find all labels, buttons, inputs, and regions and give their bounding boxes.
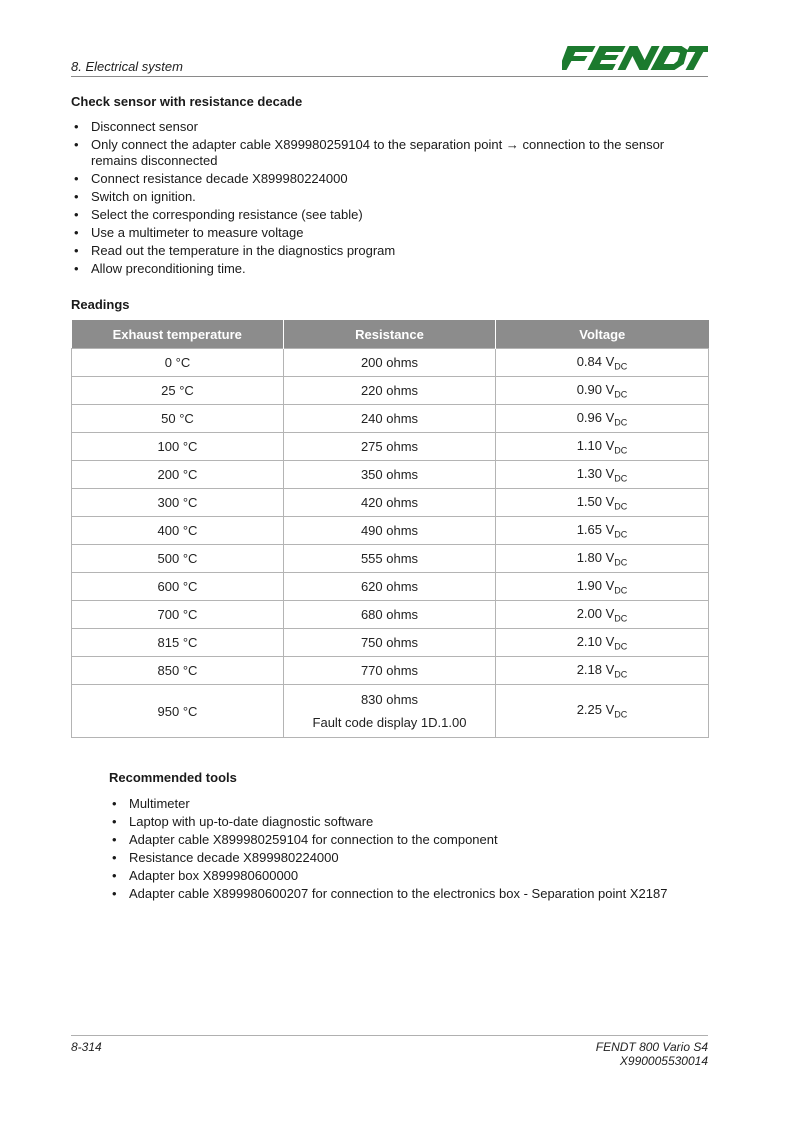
voltage-cell: [496, 657, 709, 685]
tool-text: Adapter cable X899980600207 for connection to the electronics box - Separation point X2187: [129, 886, 668, 901]
voltage-unit-subscript: DC: [614, 361, 628, 372]
voltage-value: 1.10: [576, 437, 602, 453]
bullet-icon: •: [74, 225, 79, 240]
table-header-row: [72, 320, 709, 349]
check-step-text: Read out the temperature in the diagnostics program: [91, 243, 396, 258]
voltage-unit-subscript: DC: [614, 709, 628, 720]
table-row: [72, 657, 709, 685]
bullet-icon: •: [112, 886, 117, 901]
readings-table: [71, 320, 709, 738]
check-sensor-heading: Check sensor with resistance decade: [71, 94, 303, 109]
tool-text: Adapter cable X899980259104 for connection to the component: [129, 832, 498, 847]
resistance-cell: [284, 657, 496, 685]
voltage-unit-subscript: DC: [614, 473, 628, 484]
check-steps-list: [72, 119, 702, 279]
readings-heading: Readings: [71, 297, 130, 312]
voltage-unit-subscript: DC: [614, 613, 628, 624]
recommended-tools-heading: Recommended tools: [109, 770, 237, 785]
resistance-cell: [284, 377, 496, 405]
voltage-unit-subscript: DC: [614, 445, 628, 456]
resistance-value: 680 ohms: [360, 607, 419, 622]
resistance-value: 420 ohms: [360, 495, 419, 510]
check-step-text: Allow preconditioning time.: [91, 261, 246, 276]
voltage-cell: [496, 545, 709, 573]
voltage-unit: V: [605, 493, 615, 509]
voltage-unit-subscript: DC: [614, 529, 628, 540]
fendt-logo: [562, 44, 708, 72]
voltage-unit: V: [605, 465, 615, 481]
voltage-unit: V: [605, 661, 615, 677]
table-row: [72, 573, 709, 601]
check-step-item: [72, 119, 702, 135]
model-name: FENDT 800 Vario S4: [595, 1040, 708, 1054]
voltage-value: 2.18: [576, 661, 602, 677]
voltage-unit: V: [605, 353, 615, 369]
bullet-icon: •: [112, 868, 117, 883]
table-row: [72, 377, 709, 405]
check-step-text: Connect resistance decade X899980224000: [91, 171, 348, 186]
page-header: [71, 44, 708, 77]
voltage-cell: [496, 489, 709, 517]
table-row: [72, 629, 709, 657]
resistance-cell: [284, 349, 496, 377]
tool-text: Multimeter: [129, 796, 190, 811]
check-step-text: Switch on ignition.: [91, 189, 196, 204]
resistance-value: 750 ohms: [360, 635, 419, 650]
voltage-unit-subscript: DC: [614, 389, 628, 400]
resistance-cell: [284, 573, 496, 601]
temperature-cell: 700 °C: [72, 601, 284, 629]
voltage-cell: [496, 377, 709, 405]
tool-text: Adapter box X899980600000: [129, 868, 299, 883]
resistance-cell: [284, 517, 496, 545]
check-step-item: [72, 137, 702, 169]
bullet-icon: •: [112, 850, 117, 865]
voltage-cell: [496, 573, 709, 601]
section-title: 8. Electrical system: [71, 59, 183, 74]
temperature-cell: 25 °C: [72, 377, 284, 405]
voltage-value: 1.80: [576, 549, 602, 565]
bullet-icon: •: [74, 171, 79, 186]
temperature-cell: 815 °C: [72, 629, 284, 657]
resistance-cell: [284, 629, 496, 657]
column-header-resistance: Resistance: [284, 320, 496, 349]
voltage-unit: V: [605, 521, 615, 537]
check-step-text: Only connect the adapter cable X899980259104 to the separation point → connection to the sensor remains disconnected: [91, 137, 665, 168]
bullet-icon: •: [74, 137, 79, 152]
check-step-item: [72, 261, 702, 277]
voltage-cell: [496, 601, 709, 629]
temperature-cell: 500 °C: [72, 545, 284, 573]
footer-model-info: [596, 1040, 708, 1068]
temperature-cell: 300 °C: [72, 489, 284, 517]
table-row: [72, 489, 709, 517]
resistance-value: 350 ohms: [360, 467, 419, 482]
voltage-unit: V: [605, 633, 615, 649]
footer-divider: [71, 1035, 708, 1036]
bullet-icon: •: [112, 796, 117, 811]
temperature-cell: 0 °C: [72, 349, 284, 377]
document-number: X990005530014: [619, 1054, 708, 1068]
resistance-value: 830 ohms: [360, 692, 419, 707]
voltage-unit: V: [605, 549, 615, 565]
temperature-cell: 100 °C: [72, 433, 284, 461]
voltage-value: 0.96: [576, 409, 602, 425]
check-step-item: [72, 189, 702, 205]
bullet-icon: •: [112, 832, 117, 847]
voltage-unit-subscript: DC: [614, 585, 628, 596]
check-step-text: Use a multimeter to measure voltage: [91, 225, 304, 240]
voltage-value: 2.10: [576, 633, 602, 649]
voltage-unit: V: [605, 381, 615, 397]
table-row: [72, 349, 709, 377]
check-step-text: Disconnect sensor: [91, 119, 198, 134]
voltage-unit: V: [605, 577, 615, 593]
resistance-cell: [284, 489, 496, 517]
check-step-text: Select the corresponding resistance (see table): [91, 207, 363, 222]
resistance-cell: [284, 545, 496, 573]
tool-text: Laptop with up-to-date diagnostic software: [129, 814, 374, 829]
voltage-cell: [496, 405, 709, 433]
voltage-unit-subscript: DC: [614, 501, 628, 512]
voltage-cell: [496, 461, 709, 489]
resistance-value: 275 ohms: [360, 439, 419, 454]
table-row: [72, 433, 709, 461]
temperature-cell: 950 °C: [72, 685, 284, 738]
resistance-value: 220 ohms: [360, 383, 419, 398]
tool-item: [110, 814, 710, 830]
tool-item: [110, 868, 710, 884]
voltage-cell: [496, 433, 709, 461]
page-number: 8-314: [71, 1040, 102, 1054]
tool-item: [110, 886, 710, 902]
tool-item: [110, 850, 710, 866]
voltage-value: 2.00: [576, 605, 602, 621]
bullet-icon: •: [74, 189, 79, 204]
temperature-cell: 200 °C: [72, 461, 284, 489]
resistance-value: 770 ohms: [360, 663, 419, 678]
fault-code-note: Fault code display 1D.1.00: [312, 715, 467, 730]
voltage-cell: [496, 629, 709, 657]
table-row: [72, 685, 709, 738]
table-row: [72, 517, 709, 545]
column-header-voltage: Voltage: [496, 320, 709, 349]
table-row: [72, 545, 709, 573]
voltage-unit-subscript: DC: [614, 417, 628, 428]
voltage-value: 0.90: [576, 381, 602, 397]
bullet-icon: •: [74, 243, 79, 258]
tool-text: Resistance decade X899980224000: [129, 850, 339, 865]
bullet-icon: •: [112, 814, 117, 829]
resistance-cell: [284, 601, 496, 629]
temperature-cell: 850 °C: [72, 657, 284, 685]
column-header-temperature: Exhaust temperature: [72, 320, 284, 349]
resistance-value: 490 ohms: [360, 523, 419, 538]
readings-table-body: [72, 349, 709, 738]
voltage-unit-subscript: DC: [614, 669, 628, 680]
tool-item: [110, 796, 710, 812]
voltage-value: 1.50: [576, 493, 602, 509]
resistance-cell: [284, 433, 496, 461]
voltage-value: 0.84: [576, 353, 602, 369]
bullet-icon: •: [74, 119, 79, 134]
resistance-value: 620 ohms: [360, 579, 419, 594]
recommended-tools-list: [110, 796, 710, 904]
resistance-cell: [284, 405, 496, 433]
temperature-cell: 50 °C: [72, 405, 284, 433]
voltage-cell: [496, 685, 709, 738]
temperature-cell: 600 °C: [72, 573, 284, 601]
voltage-unit-subscript: DC: [614, 641, 628, 652]
check-step-item: [72, 243, 702, 259]
resistance-value: 200 ohms: [360, 355, 419, 370]
table-row: [72, 461, 709, 489]
table-row: [72, 601, 709, 629]
bullet-icon: •: [74, 261, 79, 276]
voltage-value: 1.65: [576, 521, 602, 537]
voltage-unit: V: [605, 702, 615, 718]
voltage-value: 2.25: [576, 702, 602, 718]
check-step-item: [72, 225, 702, 241]
tool-item: [110, 832, 710, 848]
voltage-unit: V: [605, 605, 615, 621]
voltage-value: 1.90: [576, 577, 602, 593]
voltage-cell: [496, 517, 709, 545]
bullet-icon: •: [74, 207, 79, 222]
resistance-value: 240 ohms: [360, 411, 419, 426]
resistance-value: 555 ohms: [360, 551, 419, 566]
voltage-unit: V: [605, 437, 615, 453]
resistance-cell: [284, 461, 496, 489]
table-row: [72, 405, 709, 433]
temperature-cell: 400 °C: [72, 517, 284, 545]
voltage-value: 1.30: [576, 465, 602, 481]
voltage-unit: V: [605, 409, 615, 425]
voltage-cell: [496, 349, 709, 377]
check-step-item: [72, 171, 702, 187]
check-step-item: [72, 207, 702, 223]
voltage-unit-subscript: DC: [614, 557, 628, 568]
resistance-cell: [284, 685, 496, 738]
